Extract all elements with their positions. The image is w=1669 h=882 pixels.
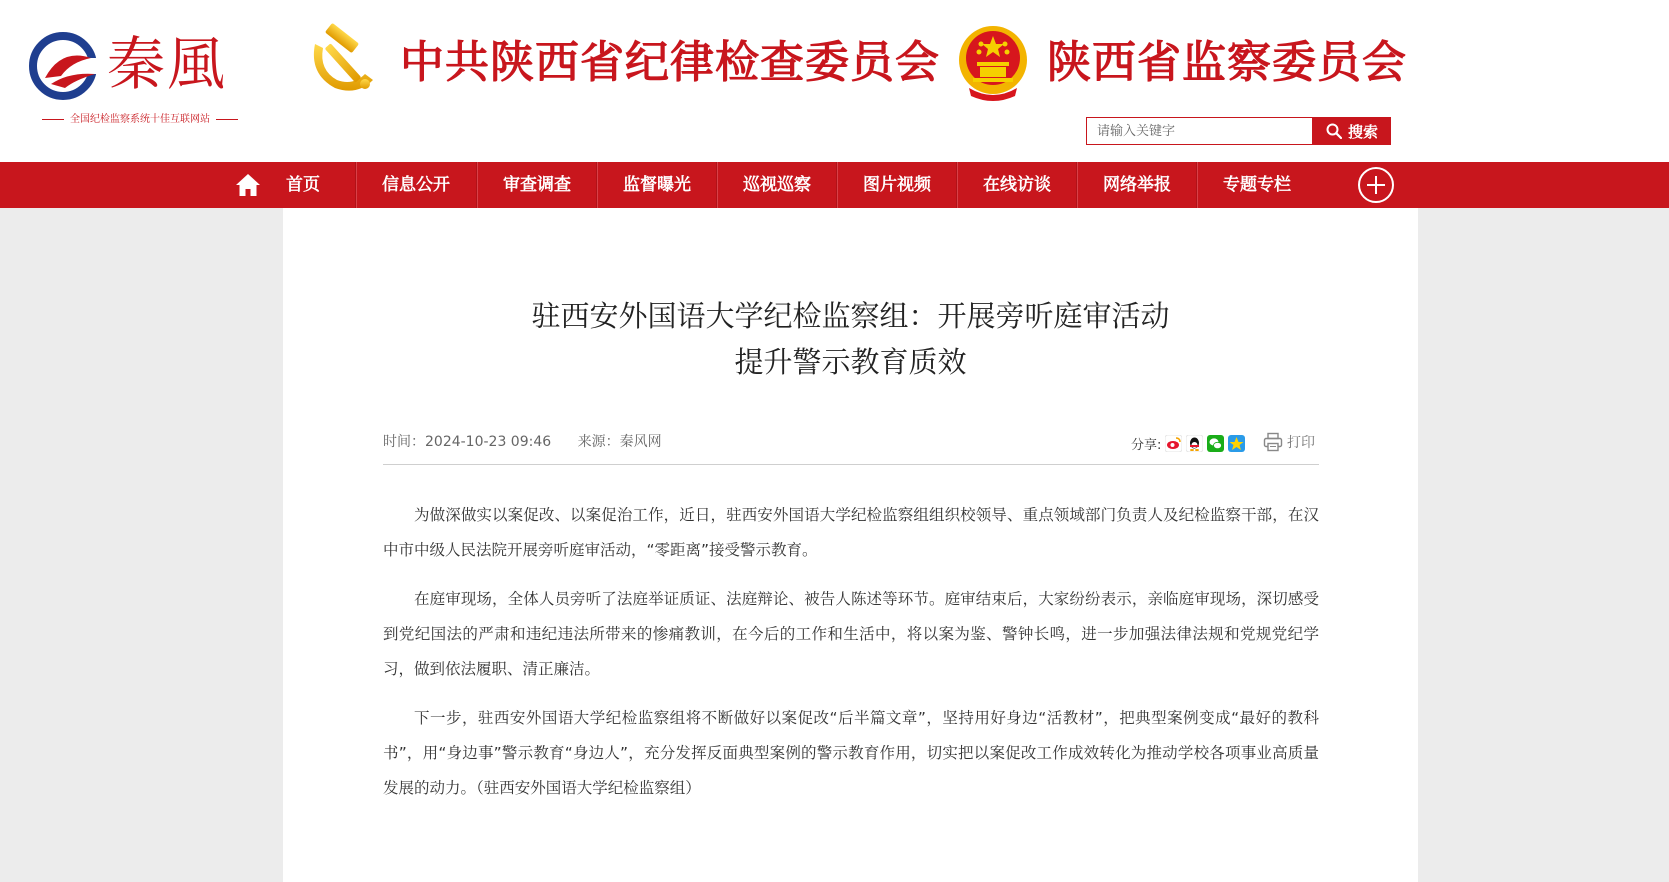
nav-item-photos-videos[interactable]: 图片视频 (863, 175, 931, 195)
site-header (0, 0, 1669, 162)
nav-item-supervision-exposure[interactable]: 监督曝光 (623, 175, 691, 195)
print-button[interactable] (1263, 432, 1315, 452)
article-time: 时间：2024-10-23 09:46 (383, 434, 552, 450)
main-nav (0, 162, 1669, 208)
party-committee-title: 中共陕西省纪律检查委员会 (400, 37, 940, 88)
wechat-share-icon[interactable] (1207, 435, 1224, 452)
logo-text: 秦風 (107, 30, 228, 98)
national-emblem-icon (955, 22, 1031, 102)
search-button[interactable] (1313, 117, 1391, 145)
nav-item-online-report[interactable]: 网络举报 (1103, 175, 1171, 195)
article-container (283, 208, 1418, 882)
meta-divider (383, 464, 1319, 465)
search-button-label: 搜索 (1347, 122, 1378, 141)
search-input[interactable] (1086, 117, 1313, 145)
supervision-commission-title: 陕西省监察委员会 (1047, 37, 1407, 88)
nav-item-inspection[interactable]: 巡视巡察 (743, 175, 811, 195)
article-paragraph: 下一步，驻西安外国语大学纪检监察组将不断做好以案促改“后半篇文章”，坚持用好身边“活教材”，把典型案例变成“最好的教科书”，用“身边事”警示教育“身边人”，充分发挥反面典型案例的警示教育作用，切实把以案促改工作成效转化为推动学校各项事业高质量发展的动力。（驻西安外国语大学纪检监察组） (383, 709, 1319, 797)
home-icon[interactable] (235, 172, 261, 198)
article-paragraph: 在庭审现场，全体人员旁听了法庭举证质证、法庭辩论、被告人陈述等环节。庭审结束后，大家纷纷表示，亲临庭审现场，深切感受到党纪国法的严肃和违纪违法所带来的惨痛教训，在今后的工作和生活中，将以案为鉴、警钟长鸣，进一步加强法律法规和党规党纪学习，做到依法履职、清正廉洁。 (383, 590, 1319, 678)
share-label: 分享: (1131, 438, 1162, 453)
article-title (283, 293, 1418, 385)
search-icon (1326, 123, 1342, 139)
qzone-share-icon[interactable] (1228, 435, 1245, 452)
printer-icon (1263, 432, 1283, 452)
qq-share-icon[interactable] (1186, 435, 1203, 452)
party-emblem-icon (305, 22, 380, 100)
qinfeng-logo-icon (25, 28, 101, 104)
article-meta (383, 431, 684, 451)
nav-item-special-topics[interactable]: 专题专栏 (1223, 175, 1291, 195)
logo-slogan: 全国纪检监察系统十佳互联网站 (15, 110, 265, 130)
print-label: 打印 (1287, 435, 1315, 451)
article-source: 来源：秦风网 (577, 434, 662, 450)
nav-item-info-disclosure[interactable]: 信息公开 (382, 175, 450, 195)
nav-item-home[interactable]: 首页 (286, 175, 320, 195)
weibo-share-icon[interactable] (1165, 435, 1182, 452)
share-bar (1131, 434, 1245, 453)
site-logo[interactable] (15, 22, 265, 132)
nav-item-review-investigation[interactable]: 审查调查 (503, 175, 571, 195)
plus-icon[interactable] (1358, 167, 1394, 203)
article-paragraph: 为做深做实以案促改、以案促治工作，近日，驻西安外国语大学纪检监察组组织校领导、重点领域部门负责人及纪检监察干部，在汉中市中级人民法院开展旁听庭审活动，“零距离”接受警示教育。 (383, 506, 1319, 559)
nav-item-online-interview[interactable]: 在线访谈 (983, 175, 1051, 195)
article-title-line2: 提升警示教育质效 (734, 345, 967, 379)
article-title-line1: 驻西安外国语大学纪检监察组：开展旁听庭审活动 (531, 299, 1170, 333)
article-body (383, 498, 1319, 820)
